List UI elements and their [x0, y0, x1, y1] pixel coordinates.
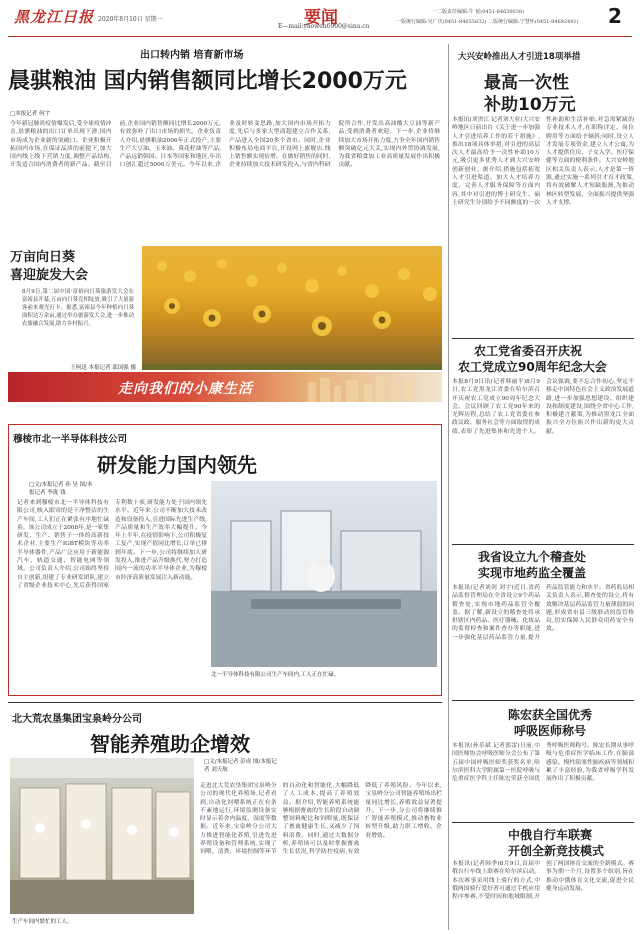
story-headline: 晨骐粮油 国内销售额同比增长2000万元 — [8, 69, 407, 94]
photo-caption: 生产车间内繁忙的工人。 — [12, 919, 73, 925]
story-body: 记者来到穆棱市北一半导体科技有限公司,映入眼帘的是干净整洁的生产车间,工人们正在紧张有序地忙碌着。该公司成立于2008年,是一家集研发、生产、销售于一体的高新技术企业,主要生产IGBT模块等功率半导体器件,产品广泛应用于新能源汽车、轨道交通、智能电网等领域。公司负责人介绍,公司始终坚持自主创新,组建了专业研发团队,建立了省级企业技术中心,先后获得国家专利数十项,研发能力处于国内领先水平。近年来,公司不断加大技术改造和设备投入,引进国际先进生产线,产品质量和生产效率大幅提升。今年上半年,在疫情影响下,公司积极复工复产,实现产值同比增长,订单已排到年底。下一步,公司将继续加大研发投入,推进产品升级换代,努力打造国内一流的功率半导体企业,为穆棱市经济高质量发展注入新动能。 — [17, 500, 207, 589]
story-kicker: 北大荒农垦集团宝泉岭分公司 — [12, 714, 142, 725]
column-divider — [448, 44, 449, 930]
story-caption: 8月9日,第二届中国·富裕向日葵旅游发大会在富裕县开幕,万亩向日葵竞相绽放,吸引了大量游客前来观光打卡。据悉,富裕县今年种植向日葵面积达万余亩,通过举办旅游发大会,进一步推动农旅融合发展,助力乡村振兴。 — [22, 289, 134, 327]
editor-line-2: 一版统行编辑:吴广庆(0451-84655632) 二版统行编辑:宁慧怀(0451-84692441) — [396, 19, 579, 25]
story-kicker: 大兴安岭推出人才引进18项举措 — [458, 52, 581, 62]
xiaokang-banner — [8, 372, 442, 402]
right-rule-1 — [452, 338, 634, 339]
story-drug-inspection — [452, 548, 634, 696]
story-headline-line1: 中俄自行车联赛 — [508, 828, 593, 842]
right-rule-4 — [452, 822, 634, 823]
story-headline-line2: 补助10万元 — [484, 95, 576, 115]
story-headline-line2: 开创全新竞技模式 — [508, 844, 605, 858]
story-daxinganling-talent — [452, 48, 634, 334]
story-sunflower — [8, 244, 138, 384]
right-rule-2 — [452, 544, 634, 545]
story-chenqi-grain — [8, 44, 442, 240]
story-body: 今年新冠肺炎疫情爆发后,受全球疫情冲击,晨骐粮油的出口订单出现下滑,国内市场成为企业新的突破口。企业积极开拓国内市场,在保证品质的前提下,加大国内线上线下营销力度,调整产品结构,开发适合国内消费者的新产品。截至目前,企业国内销售额同比增长2000万元,有效弥补了出口市场的损失。企业负责人介绍,晨骐粮油2006年正式投产,主要生产大豆油、玉米油、葵花籽油等产品,产品远销韩国、日本等国家和地区,年出口创汇超过5000万美元。今年以来,企业及时转变思路,加大国内市场开拓力度,先后与多家大型商超建立合作关系,产品进入全国20多个省市。同时,企业积极布局电商平台,开设网上旗舰店,线上销售额实现倍增。在做好销售的同时,企业持续加大技术研发投入,与省内科研院所合作,开发出高油酸大豆油等新产品,受到消费者欢迎。下一步,企业将继续加大市场开拓力度,力争全年国内销售额突破亿元大关,实现内外贸协调发展,为我省粮食加工业高质量发展作出积极贡献。 — [10, 121, 440, 169]
story-body: 本报讯(孙乐斌 记者郭雷)日前,中国医师协会呼吸医师分会公布了第五届中国呼吸医师奖获奖名单,哈尔滨医科大学附属第一医院呼吸与危重症医学科主任陈宏荣获全国优秀呼吸医师称号。陈宏长期从事呼吸与危重症医学临床工作,在肺部感染、慢性阻塞性肺疾病等领域积累了丰富经验,为我省呼吸学科发展作出了积极贡献。 — [452, 743, 634, 783]
story-beiyi-semiconductor — [8, 424, 442, 696]
story-kicker: 出口转内销 培育新市场 — [140, 50, 244, 61]
story-headline-line2: 农工党成立90周年纪念大会 — [458, 360, 607, 374]
story-headline-line1: 陈宏获全国优秀 — [508, 708, 593, 722]
masthead-rule — [8, 36, 632, 37]
story-cycling-league — [452, 826, 634, 930]
newspaper-logo: 黑龙江日报 — [14, 8, 95, 26]
photo-credit: 王柯迅 本报记者 邵国强 摄 — [70, 365, 136, 371]
story-headline: 研发能力国内领先 — [97, 453, 257, 477]
story-body: 本报讯(记者刘剑 刘宇)近日,省药品监督管理局在全省设立9个药品稽查处,实现市地药品监管全覆盖。据了解,新设立的稽查处将承担辖区内药品、医疗器械、化妆品的监督检查和案件查办等职能,进一步强化基层药品监管力量,提升药品监管能力和水平。省药监局相关负责人表示,稽查处的设立,将有效解决基层药品监管力量薄弱的问题,形成省市县三级联动的监管格局,切实保障人民群众用药安全有效。 — [452, 585, 634, 641]
story-baoquanling-farming — [8, 706, 442, 930]
masthead — [0, 0, 640, 36]
story-headline-line2: 实现市地药监全覆盖 — [478, 566, 587, 580]
semiconductor-workshop-photo — [211, 481, 437, 667]
story-byline: □本报记者 何宇 — [10, 111, 50, 117]
photo-caption: 北一半导体科技有限公司生产车间内,工人正在忙碌。 — [211, 672, 340, 678]
story-byline: □文/本报记者 孙 昊 图/本报记者 李珑 钱 — [29, 482, 93, 496]
banner-title: 走向我们的小康生活 — [118, 381, 253, 397]
mid-rule — [8, 702, 442, 703]
story-headline-line2: 喜迎旋发大会 — [10, 268, 89, 283]
story-nonggongdang — [452, 342, 634, 540]
issue-date: 2020年8月10日 星期一 — [98, 16, 163, 23]
story-kicker: 穆棱市北一半导体科技公司 — [13, 434, 128, 445]
page-number: 2 — [608, 4, 622, 28]
right-rule-3 — [452, 700, 634, 701]
story-body: 本报8月9日讯(记者韩丽平)8月9日,农工党黑龙江省委在哈尔滨召开庆祝农工党成立90周年纪念大会。会议回顾了农工党90年来的光辉历程,总结了农工党省委在参政议政、服务社会等方面取得的成绩,表彰了先进集体和先进个人。会议强调,要不忘合作初心,坚定不移走中国特色社会主义政治发展道路,进一步加强思想建设、组织建设和制度建设,围绕全省中心工作,积极建言献策,为推动黑龙江全面振兴全方位振兴作出新的更大贡献。 — [452, 379, 634, 435]
story-chen-hong — [452, 706, 634, 820]
story-body: 本报讯(刘贵江 记者刘大业)大兴安岭地区日前出台《关于进一步加强人才引进培养工作的若干措施》,推出18项具体举措,对引进的高层次人才最高给予一次性补助10万元,吸引更多优秀人才到大兴安岭创新创业。据介绍,措施包括拓宽人才引进渠道、加大人才培养力度、完善人才服务保障等方面内容,其中对引进的博士研究生、硕士研究生分别给予不同额度的一次性补助和生活补贴;对急需紧缺的专业技术人才,在职称评定、岗位聘用等方面给予倾斜;同时,设立人才发展专项资金,建立人才公寓,为人才提供住房、子女入学、医疗保健等方面的便利条件。大兴安岭地区相关负责人表示,人才是第一资源,通过实施一系列引才育才政策,将有效破解人才短缺瓶颈,为推动林区转型发展、全面振兴提供坚强人才支撑。 — [452, 117, 634, 206]
story-body: 走进北大荒农垦集团宝泉岭分公司的现代化养殖场,记者看到,自动化饲喂系统正在有条不紊地运行,环境监测设备实时显示着舍内温度、湿度等数据。近年来,宝泉岭分公司大力推进智能化养殖,引进先进养殖设备和管理系统,实现了饲喂、清粪、环境控制等环节的自动化和智能化,大幅降低了人工成本,提高了养殖效益。据介绍,智能养殖系统能够根据畜禽的生长阶段自动调整饲料配比和饲喂量,既保证了畜禽健康生长,又减少了饲料浪费。同时,通过大数据分析,养殖场可以及时掌握畜禽生长状况,科学防控疫病,有效降低了养殖风险。今年以来,宝泉岭分公司智能养殖场出栏量同比增长,养殖效益显著提升。下一步,分公司将继续推广智能养殖模式,推动畜牧业转型升级,助力职工增收、企业增效。 — [200, 783, 442, 856]
story-headline-line1: 农工党省委召开庆祝 — [474, 344, 583, 358]
story-body: 本报讯(记者韩季)8月9日,首届中俄自行车线上联赛在哈尔滨启动。本次赛事采用线上骑行的方式,中俄两国骑行爱好者可通过手机应用程序参赛,不受时间和地域限制,开创了两国体育交流的全新模式。赛事为期一个月,设置多个组别,旨在推动中俄体育文化交流,促进全民健身运动发展。 — [452, 861, 634, 901]
story-headline-line2: 呼吸医师称号 — [514, 724, 587, 738]
story-headline-line1: 最高一次性 — [484, 73, 569, 93]
story-headline-line1: 万亩向日葵 — [10, 250, 76, 265]
story-headline-line1: 我省设立九个稽查处 — [478, 550, 587, 564]
section-email: E—mail:yaowen6900@sina.cn — [278, 23, 370, 30]
section-title: 要闻 — [304, 8, 338, 28]
poultry-farm-photo — [10, 758, 194, 914]
sunflower-field-photo — [142, 246, 442, 364]
editor-line-1: 一二版责任编辑:牛 悦(0451-84630038) — [432, 9, 525, 15]
story-byline: □文/本报记者 彭成 图/本报记者 刘天航 — [204, 759, 277, 773]
photo-gap — [142, 364, 442, 370]
story-headline: 智能养殖助企增效 — [90, 732, 250, 756]
